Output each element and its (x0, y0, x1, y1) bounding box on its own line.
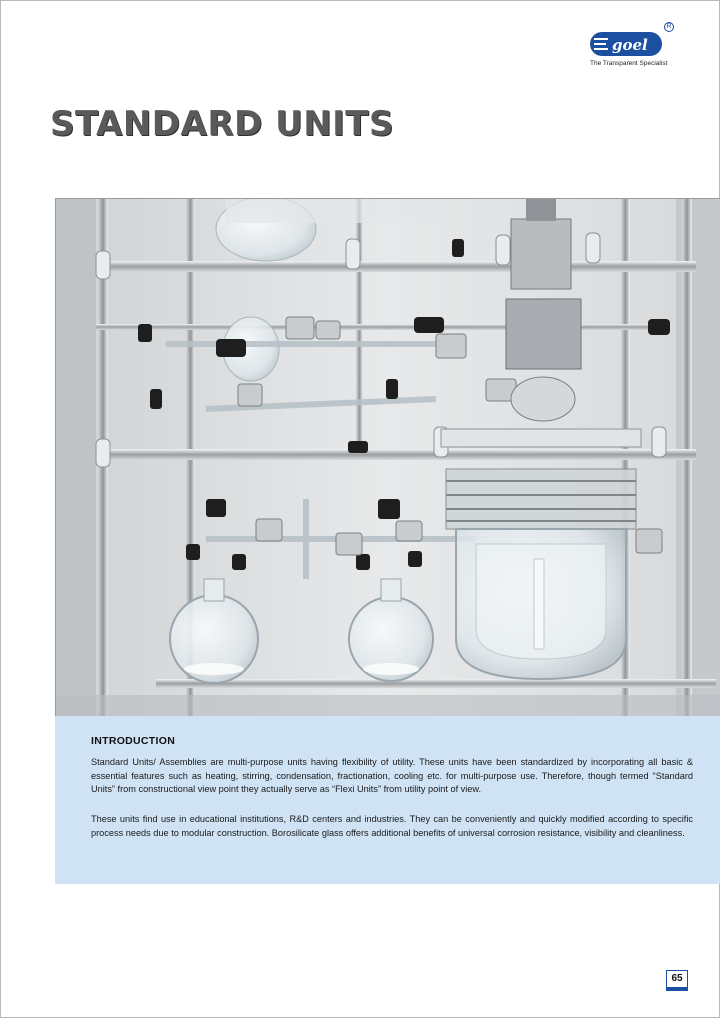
page-number: 65 (666, 970, 688, 988)
logo-tagline: The Transparent Specialist (590, 60, 668, 67)
introduction-paragraph-2: These units find use in educational institutions, R&D centers and industries. They can be conveniently and quickly modified according to specific process needs due to modular construction. Borosilicate glass offers additional benefits of universal corrosion resistance, visibility and cleanliness. (91, 814, 693, 838)
company-logo (590, 22, 694, 70)
registered-mark: R (664, 22, 674, 32)
introduction-heading: INTRODUCTION (91, 735, 176, 747)
introduction-panel (55, 716, 720, 884)
glass-reactor-illustration (56, 199, 720, 716)
product-photo (55, 198, 720, 716)
introduction-paragraph-1: Standard Units/ Assemblies are multi-purpose units having flexibility of utility. These units have been standardized by incorporating all basic & essential features such as heating, stirring, condensation, fractionation, cooling etc. for multi-purpose use. Therefore, though termed “Standard Units” from constructional view point they actually serve as “Flexi Units” from utility point of view. (91, 757, 693, 795)
svg-text:goel: goel (612, 36, 648, 54)
logo-badge-icon (590, 30, 664, 58)
page-title: STANDARD UNITS (50, 104, 394, 144)
page-number-underline (666, 988, 688, 991)
